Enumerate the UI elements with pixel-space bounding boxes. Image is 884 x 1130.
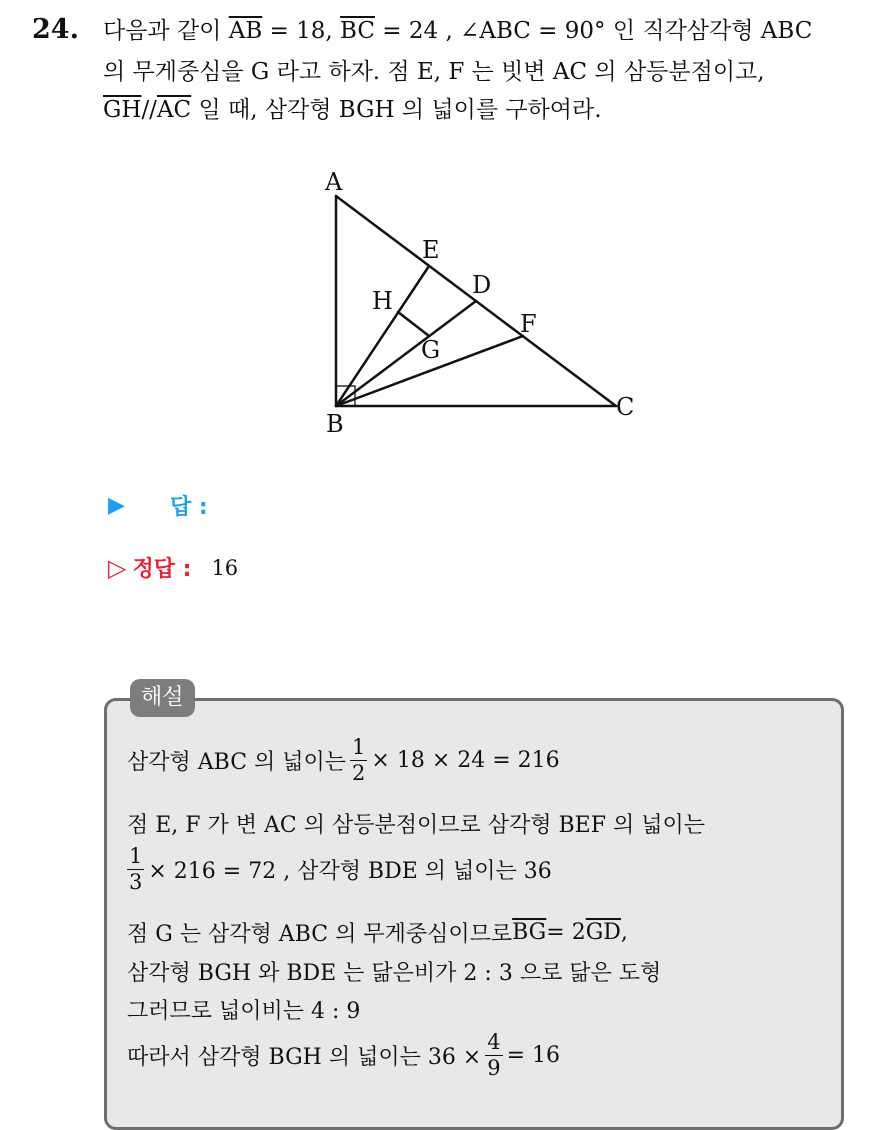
solution-text: 따라서 삼각형 BGH 의 넓이는 36 × [127, 1045, 482, 1070]
fraction-numerator: 1 [129, 844, 143, 868]
answer-row [108, 490, 208, 521]
solution-line-6: 그러므로 넓이비는 4 : 9 [127, 999, 361, 1024]
label-a: A [325, 168, 343, 196]
solution-text: 삼각형 ABC 의 넓이는 [127, 750, 347, 775]
segment-gd: $\overline{GD}$ [585, 920, 621, 945]
correct-answer-value: 16 [211, 555, 239, 580]
triangle-figure [300, 162, 660, 447]
solution-line-4 [127, 917, 628, 948]
question-text: 일 때, 삼각형 BGH 의 넓이를 구하여라. [191, 97, 602, 123]
solution-line-1 [127, 737, 560, 784]
outline-play-icon: ▷ [108, 553, 127, 582]
segment-bc: $\overline{BC}$ [340, 18, 375, 44]
solution-text: × 18 × 24 = 216 [371, 748, 560, 773]
solution-tag: 해설 [130, 679, 195, 717]
fraction-four-ninths [485, 1032, 502, 1079]
fraction-one-half [350, 737, 367, 784]
segment-gh: $\overline{GH}$ [103, 97, 142, 123]
label-c: C [616, 393, 635, 421]
fraction-one-third [127, 846, 144, 893]
question-text: = 24 , ∠ABC = 90° 인 직각삼각형 ABC [374, 18, 813, 44]
solution-text: = 16 [506, 1043, 561, 1068]
play-icon: ▶ [108, 493, 125, 518]
question-line-2: 의 무게중심을 G 라고 하자. 점 E, F 는 빗변 AC 의 삼등분점이고, [103, 59, 765, 85]
question-text: 다음과 같이 [103, 18, 229, 44]
segment-ac: $\overline{AC}$ [156, 97, 192, 123]
solution-text: = 2 [546, 920, 586, 945]
question-text: = 18, [262, 18, 341, 44]
fraction-numerator: 4 [487, 1030, 501, 1054]
label-h: H [372, 287, 393, 315]
label-f: F [520, 310, 537, 338]
correct-answer-label: 정답 : [132, 557, 192, 582]
label-g: G [421, 336, 441, 364]
solution-text: × 216 = 72 , 삼각형 BDE 의 넓이는 36 [148, 859, 552, 884]
correct-answer-row [108, 552, 238, 583]
segment-hg [398, 312, 429, 336]
solution-line-3 [127, 846, 552, 893]
question-line-3 [103, 93, 602, 127]
solution-line-2: 점 E, F 가 변 AC 의 삼등분점이므로 삼각형 BEF 의 넓이는 [127, 813, 705, 838]
question-line-1 [103, 14, 812, 48]
segment-ab: $\overline{AB}$ [228, 18, 263, 44]
fraction-denominator: 9 [487, 1056, 501, 1080]
segment-bg: $\overline{BG}$ [512, 920, 547, 945]
fraction-denominator: 3 [129, 870, 143, 894]
fraction-denominator: 2 [352, 761, 366, 785]
fraction-numerator: 1 [352, 735, 366, 759]
parallel-symbol: // [141, 97, 157, 123]
label-b: B [326, 410, 344, 438]
answer-label: 답 : [170, 495, 208, 520]
label-e: E [422, 236, 440, 264]
solution-text: , [620, 920, 628, 945]
solution-line-5: 삼각형 BGH 와 BDE 는 닮은비가 2 : 3 으로 닮은 도형 [127, 961, 662, 986]
solution-text: 점 G 는 삼각형 ABC 의 무게중심이므로 [127, 922, 513, 947]
question-number: 24. [32, 14, 79, 45]
solution-line-7 [127, 1032, 560, 1079]
label-d: D [472, 271, 492, 299]
